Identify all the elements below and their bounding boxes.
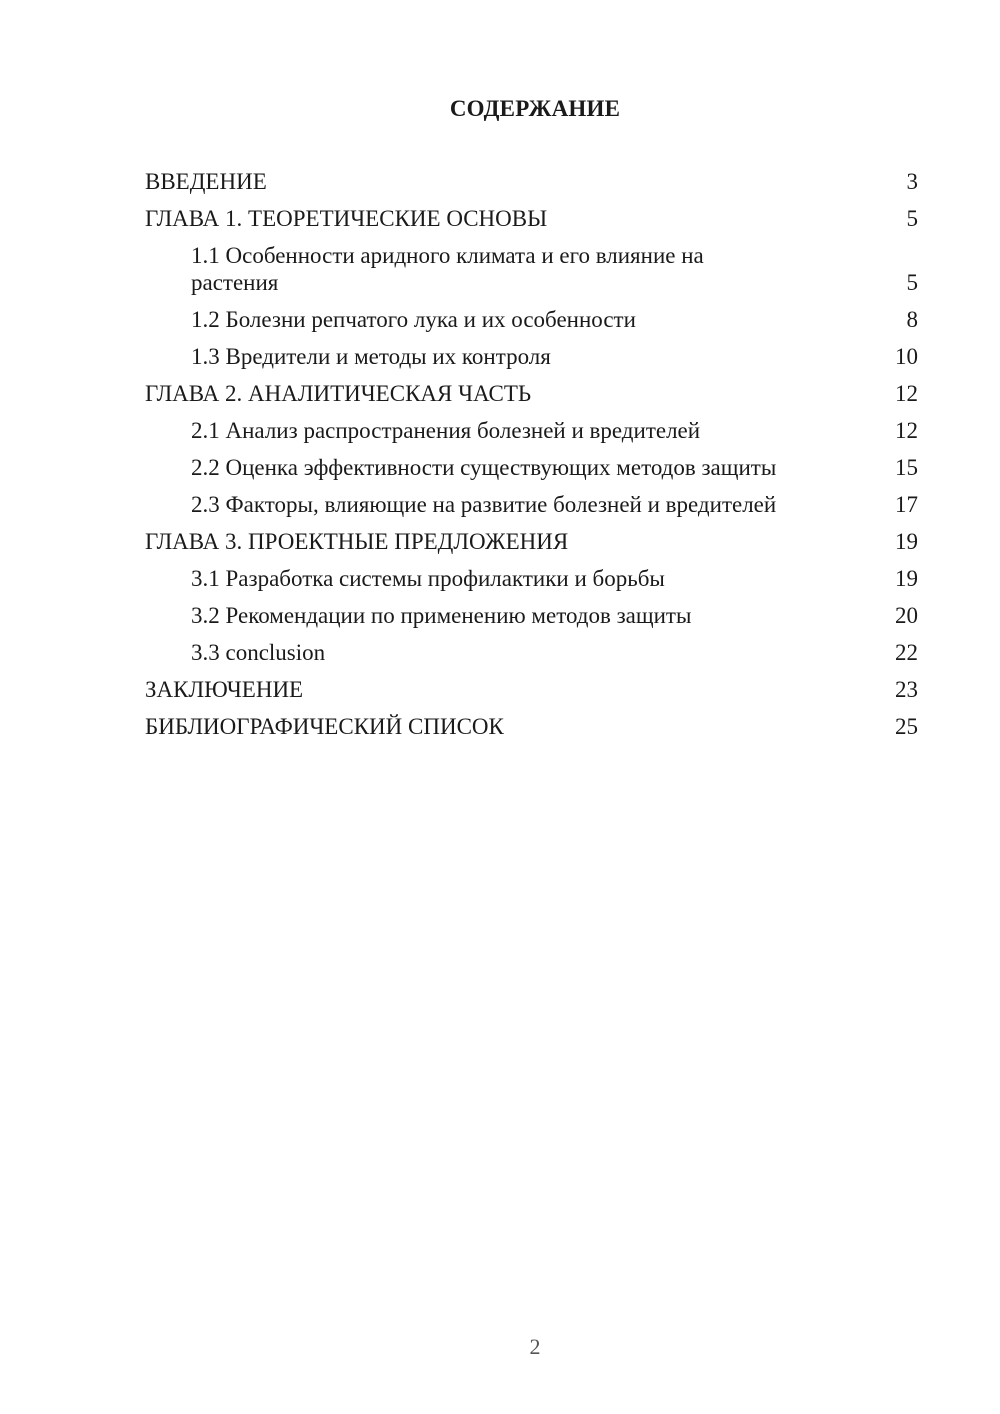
table-of-contents [145,168,918,750]
toc-entry-page: 5 [906,270,918,295]
toc-entry-page: 15 [895,455,918,480]
toc-entry-section-2-2[interactable] [145,454,918,481]
toc-entry-introduction[interactable] [145,168,918,195]
toc-entry-page: 25 [895,714,918,739]
toc-entry-section-3-3[interactable] [145,639,918,666]
toc-entry-bibliography[interactable] [145,713,918,740]
toc-entry-section-2-1[interactable] [145,417,918,444]
toc-entry-section-1-1[interactable] [145,242,918,296]
toc-entry-text: ГЛАВА 2. АНАЛИТИЧЕСКАЯ ЧАСТЬ [145,381,532,406]
toc-entry-text: ВВЕДЕНИЕ [145,169,267,194]
toc-entry-page: 12 [895,381,918,406]
toc-entry-text: 2.1 Анализ распространения болезней и вредителей [191,418,701,443]
toc-entry-text: ГЛАВА 1. ТЕОРЕТИЧЕСКИЕ ОСНОВЫ [145,206,548,231]
toc-entry-text: 3.1 Разработка системы профилактики и борьбы [191,566,665,591]
toc-entry-text: ГЛАВА 3. ПРОЕКТНЫЕ ПРЕДЛОЖЕНИЯ [145,529,569,554]
toc-entry-section-1-2[interactable] [145,306,918,333]
toc-entry-text: 2.2 Оценка эффективности существующих методов защиты [191,455,777,480]
toc-entry-text: 1.3 Вредители и методы их контроля [191,344,551,369]
toc-entry-page: 17 [895,492,918,517]
toc-entry-text: 2.3 Факторы, влияющие на развитие болезней и вредителей [191,492,777,517]
toc-entry-text: ЗАКЛЮЧЕНИЕ [145,677,304,702]
toc-entry-text: 1.2 Болезни репчатого лука и их особенности [191,307,636,332]
toc-entry-chapter-3[interactable] [145,528,918,555]
toc-entry-chapter-1[interactable] [145,205,918,232]
toc-entry-text: 3.2 Рекомендации по применению методов защиты [191,603,692,628]
toc-entry-page: 19 [895,566,918,591]
toc-entry-section-2-3[interactable] [145,491,918,518]
toc-entry-section-3-2[interactable] [145,602,918,629]
toc-entry-page: 5 [906,206,918,231]
toc-entry-page: 23 [895,677,918,702]
toc-entry-page: 3 [906,169,918,194]
toc-entry-page: 20 [895,603,918,628]
toc-entry-conclusion[interactable] [145,676,918,703]
toc-entry-text: 1.1 Особенности аридного климата и его влияние на растения [191,243,704,295]
toc-entry-section-3-1[interactable] [145,565,918,592]
page-number: 2 [529,1334,541,1359]
page-title: СОДЕРЖАНИЕ [449,96,621,121]
toc-entry-chapter-2[interactable] [145,380,918,407]
toc-entry-page: 22 [895,640,918,665]
toc-entry-section-1-3[interactable] [145,343,918,370]
toc-entry-text: БИБЛИОГРАФИЧЕСКИЙ СПИСОК [145,714,504,739]
toc-entry-page: 12 [895,418,918,443]
toc-entry-page: 19 [895,529,918,554]
toc-entry-text: 3.3 conclusion [191,640,326,665]
toc-entry-page: 10 [895,344,918,369]
toc-entry-page: 8 [906,307,918,332]
